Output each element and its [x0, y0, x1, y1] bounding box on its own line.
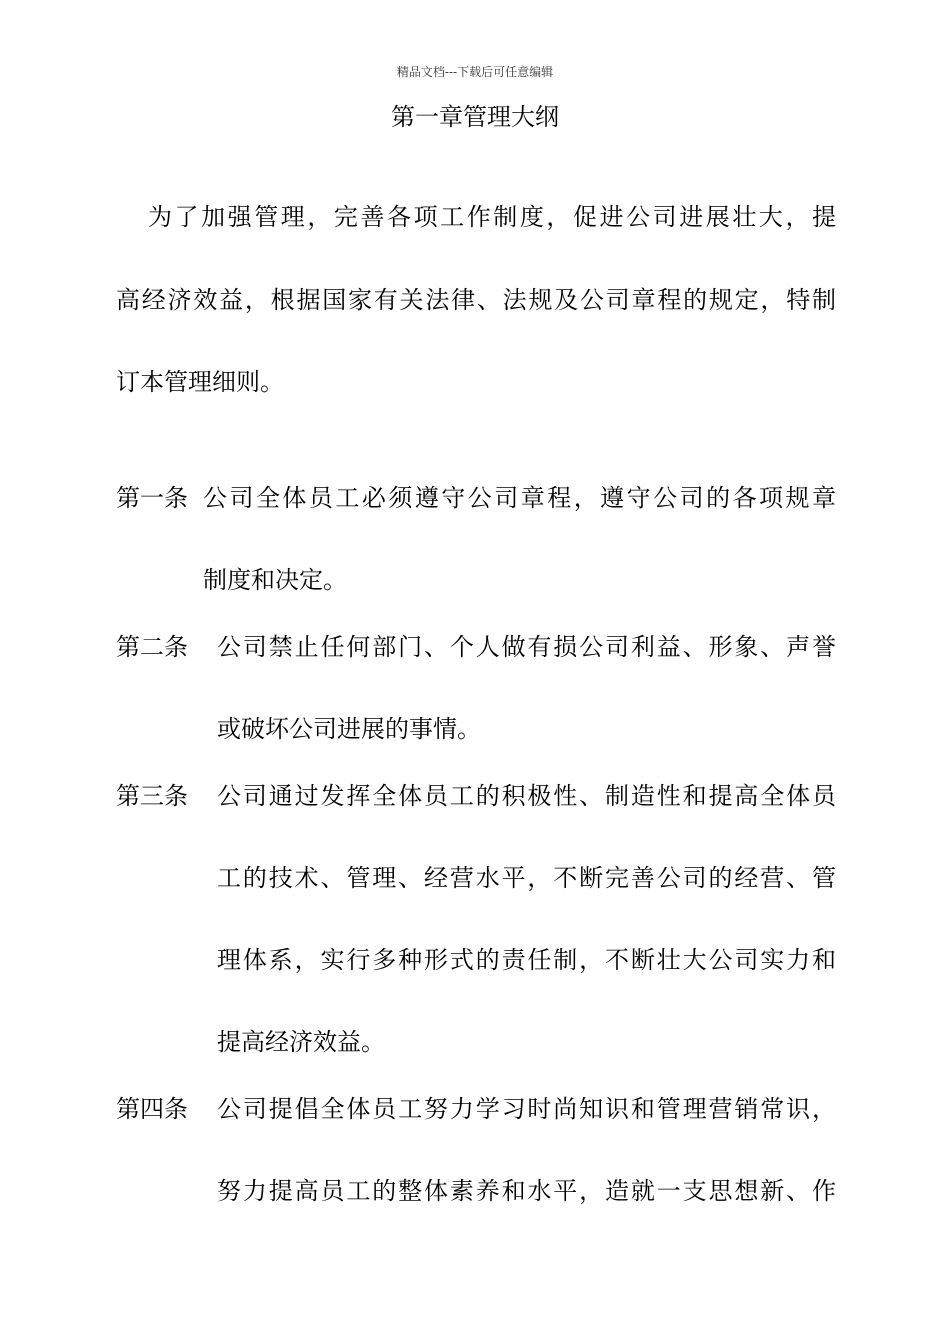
article-4-line: 公司提倡全体员工努力学习时尚知识和管理营销常识， [217, 1095, 836, 1123]
article-1-line: 公司全体员工必须遵守公司章程，遵守公司的各项规章 [203, 484, 836, 512]
article-3-line: 公司通过发挥全体员工的积极性、制造性和提高全体员 [217, 782, 836, 810]
article-4-label: 第四条 [116, 1095, 188, 1123]
intro-line: 订本管理细则。 [116, 368, 284, 396]
article-3-line: 工的技术、管理、经营水平，不断完善公司的经营、管 [217, 864, 836, 892]
article-2-line: 公司禁止任何部门、个人做有损公司利益、形象、声誉 [217, 633, 836, 661]
article-3-line: 理体系，实行多种形式的责任制，不断壮大公司实力和 [217, 946, 836, 974]
article-2-label: 第二条 [116, 633, 188, 661]
chapter-title: 第一章管理大纲 [391, 103, 559, 131]
article-1-label: 第一条 [116, 484, 188, 512]
intro-line: 为了加强管理，完善各项工作制度，促进公司进展壮大，提 [148, 203, 836, 231]
article-3-label: 第三条 [116, 782, 188, 810]
article-1-line: 制度和决定。 [203, 566, 347, 594]
article-4-line: 努力提高员工的整体素养和水平，造就一支思想新、作 [217, 1177, 836, 1205]
article-3-line: 提高经济效益。 [217, 1028, 385, 1056]
page-header: 精品文档---下载后可任意编辑 [396, 65, 554, 79]
article-2-line: 或破坏公司进展的事情。 [217, 715, 481, 743]
intro-line: 高经济效益，根据国家有关法律、法规及公司章程的规定，特制 [116, 286, 836, 314]
